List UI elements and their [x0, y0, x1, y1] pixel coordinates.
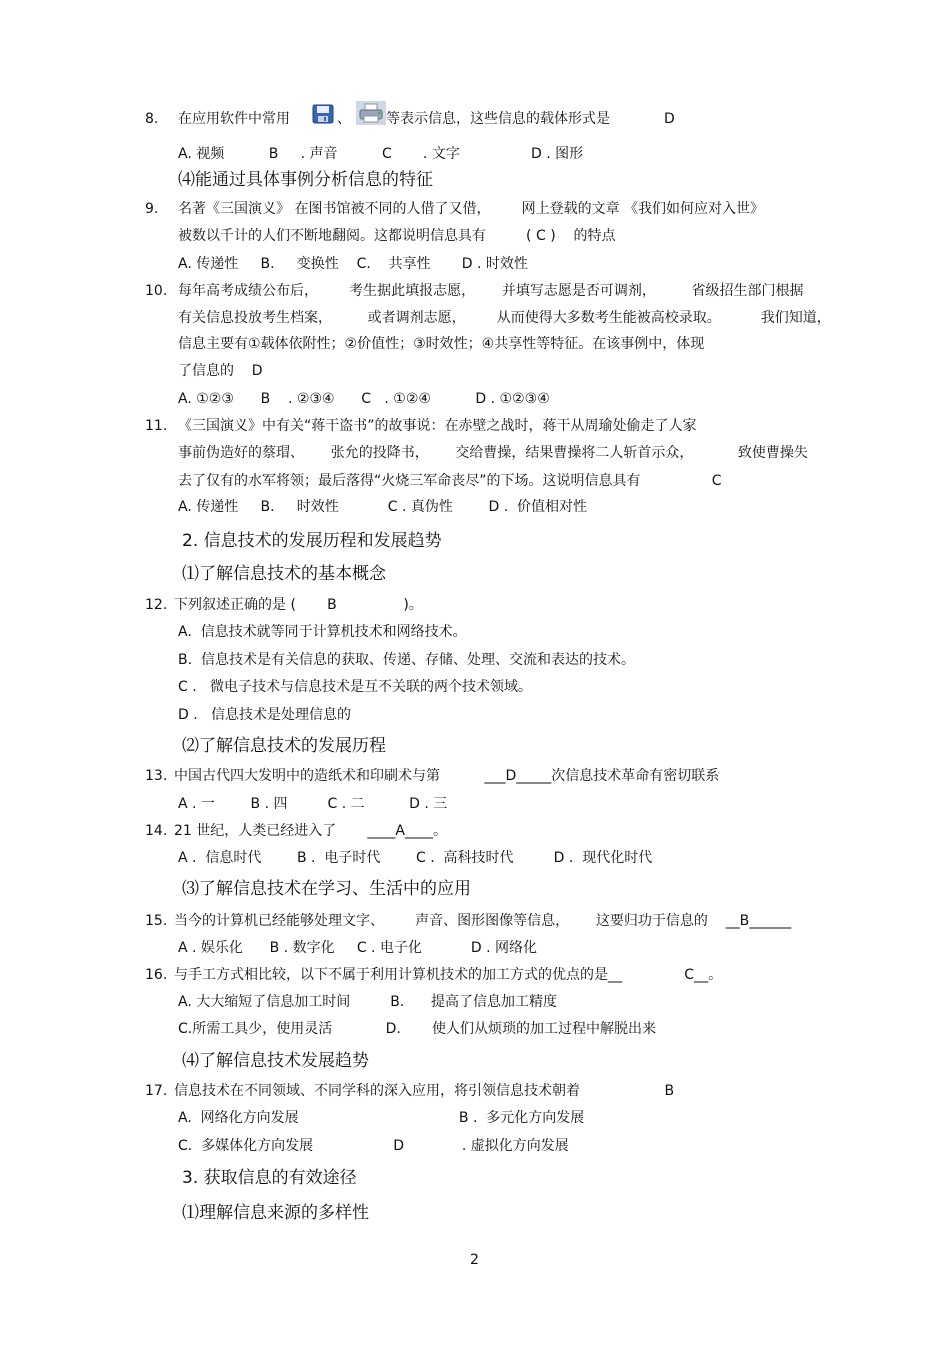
q12-option-a: A. 信息技术就等同于计算机技术和网络技术。	[178, 624, 467, 640]
q12-option-b: B. 信息技术是有关信息的获取、传递、存储、处理、交流和表达的技术。	[178, 652, 635, 668]
q9-number: 9.	[145, 201, 159, 217]
save-disk-icon	[312, 104, 334, 124]
q15-options: A . 娱乐化 B . 数字化 C . 电子化 D . 网络化	[178, 940, 538, 956]
q16-number: 16.	[145, 967, 168, 983]
q17-options-ab: A. 网络化方向发展 B . 多元化方向发展	[178, 1110, 585, 1126]
section-2-4b-heading: ⑷了解信息技术发展趋势	[182, 1051, 369, 1071]
page-number: 2	[470, 1252, 479, 1268]
q11-number: 11.	[145, 418, 168, 434]
q11-line-3: 去了仅有的水军将领；最后落得“火烧三军命丧尽”的下场。这说明信息具有 C	[178, 473, 722, 489]
q14-stem: 21 世纪，人类已经进入了 ____A____。	[174, 823, 447, 839]
q10-line-1: 每年高考成绩公布后， 考生据此填报志愿， 并填写志愿是否可调剂， 省级招生部门根据	[178, 283, 804, 299]
q16-options-ab: A. 大大缩短了信息加工时间 B. 提高了信息加工精度	[178, 994, 558, 1010]
q14-number: 14.	[145, 823, 168, 839]
q10-line-4: 了信息的 D	[178, 363, 263, 379]
section-3-1-heading: ⑴理解信息来源的多样性	[182, 1203, 369, 1223]
q10-number: 10.	[145, 283, 168, 299]
q9-line-1: 名著《三国演义》 在图书馆被不同的人借了又借， 网上登载的文章 《我们如何应对入世》	[178, 201, 765, 217]
q10-options: A. ①②③ B . ②③④ C . ①②④ D . ①②③④	[178, 391, 550, 407]
q8-separator: 、	[337, 111, 351, 127]
q13-options: A . 一 B . 四 C . 二 D . 三	[178, 796, 448, 812]
q14-options: A . 信息时代 B . 电子时代 C . 高科技时代 D . 现代化时代	[178, 850, 653, 866]
q10-line-2: 有关信息投放考生档案， 或者调剂志愿， 从而使得大多数考生能被高校录取。 我们知道，	[178, 310, 831, 326]
q9-line-2: 被数以千计的人们不断地翻阅。这都说明信息具有 ( C ) 的特点	[178, 228, 616, 244]
q12-option-c: C . 微电子技术与信息技术是互不关联的两个技术领域。	[178, 679, 533, 695]
q13-stem: 中国古代四大发明中的造纸术和印刷术与第 ___D_____次信息技术革命有密切联系	[174, 768, 720, 784]
section-2-heading: 2. 信息技术的发展历程和发展趋势	[182, 531, 442, 551]
q11-line-1: 《三国演义》中有关“蒋干盗书”的故事说：在赤壁之战时，蒋干从周瑜处偷走了人家	[178, 418, 697, 434]
q8-number: 8.	[145, 111, 159, 127]
q12-number: 12.	[145, 597, 168, 613]
q17-options-cd: C. 多媒体化方向发展 D . 虚拟化方向发展	[178, 1138, 569, 1154]
q8-text-after: 等表示信息，这些信息的载体形式是	[386, 111, 610, 127]
printer-icon	[356, 101, 386, 125]
section-2-4-heading: ⑷能通过具体事例分析信息的特征	[178, 170, 433, 190]
q11-options: A. 传递性 B. 时效性 C . 真伪性 D . 价值相对性	[178, 499, 588, 515]
q17-stem: 信息技术在不同领域、不同学科的深入应用，将引领信息技术朝着 B	[174, 1083, 675, 1099]
q10-line-3: 信息主要有①载体依附性；②价值性；③时效性；④共享性等特征。在该事例中，体现	[178, 336, 705, 352]
section-2-2-heading: ⑵了解信息技术的发展历程	[182, 736, 386, 756]
q8-text-before: 在应用软件中常用	[178, 111, 290, 127]
q12-stem: 下列叙述正确的是 ( B )。	[174, 597, 423, 613]
section-2-3-heading: ⑶了解信息技术在学习、生活中的应用	[182, 879, 471, 899]
q11-line-2: 事前伪造好的蔡瑁、 张允的投降书， 交给曹操，结果曹操将二人斩首示众， 致使曹操失	[178, 445, 808, 461]
q8-options: A. 视频 B . 声音 C . 文字 D . 图形	[178, 146, 584, 162]
q13-number: 13.	[145, 768, 168, 784]
section-3-heading: 3. 获取信息的有效途径	[182, 1168, 357, 1188]
q16-options-cd: C.所需工具少，使用灵活 D. 使人们从烦琐的加工过程中解脱出来	[178, 1021, 657, 1037]
section-2-1-heading: ⑴了解信息技术的基本概念	[182, 564, 386, 584]
q8-answer: D	[664, 111, 675, 127]
q9-options: A. 传递性 B. 变换性 C. 共享性 D . 时效性	[178, 256, 528, 272]
q15-stem: 当今的计算机已经能够处理文字、 声音、图形图像等信息， 这要归功于信息的 __B______	[174, 913, 792, 929]
q15-number: 15.	[145, 913, 168, 929]
q12-option-d: D . 信息技术是处理信息的	[178, 707, 352, 723]
q16-stem: 与手工方式相比较，以下不属于利用计算机技术的加工方式的优点的是__ C__。	[174, 967, 723, 983]
q17-number: 17.	[145, 1083, 168, 1099]
